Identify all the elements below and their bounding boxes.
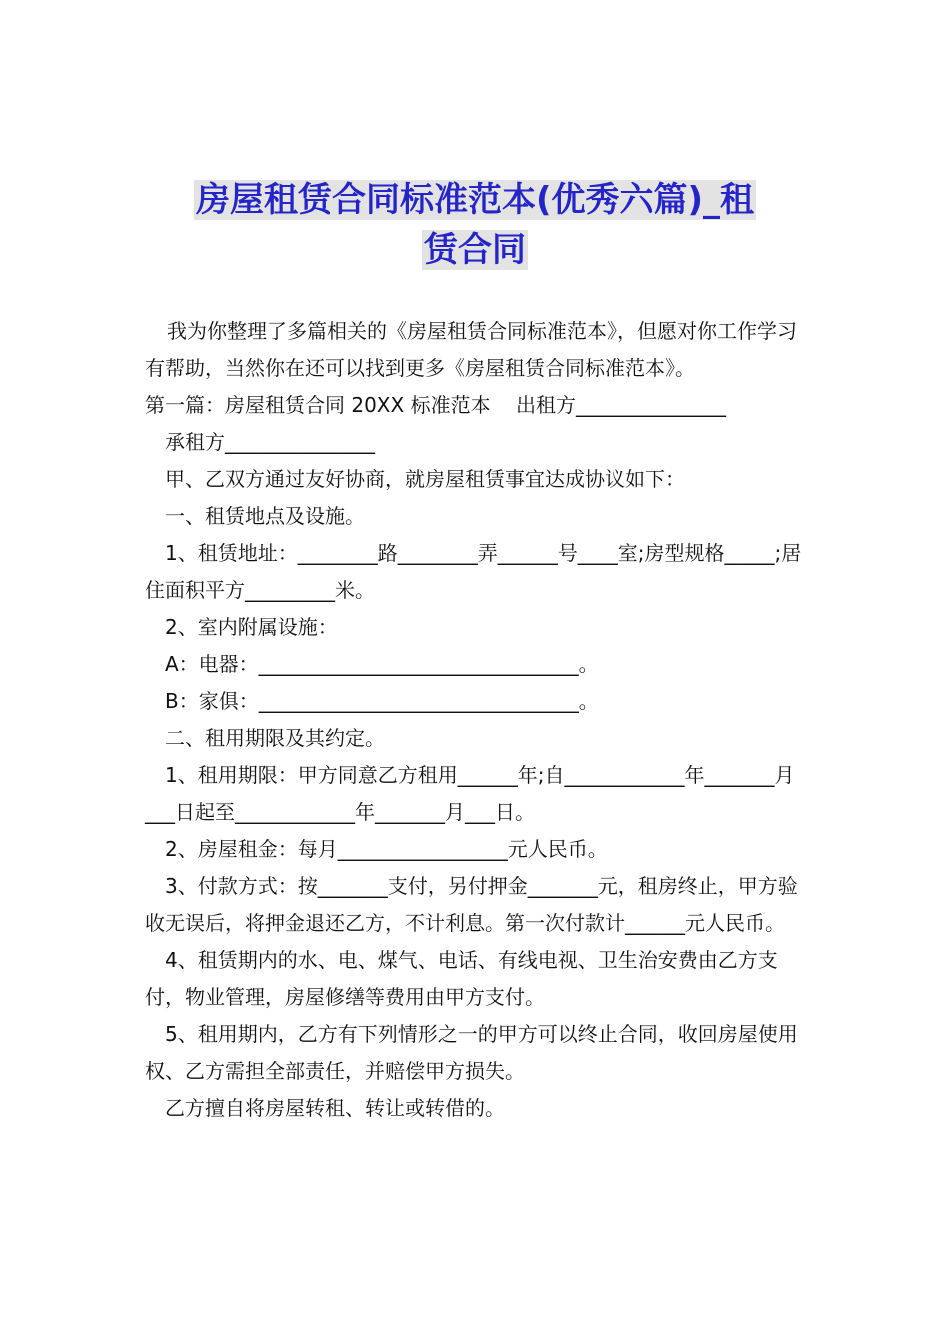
section-heading-first: 第一篇：房屋租赁合同 20XX 标准范本 出租方_______________ — [145, 393, 726, 417]
clause-heading-1: 一、租赁地点及设施。 — [165, 504, 365, 528]
clause-facilities: 2、室内附属设施： — [165, 615, 338, 639]
title-line-2: 赁合同 — [424, 230, 526, 270]
clause-term: 1、租用期限：甲方同意乙方租用______年;自____________年_______月___日起至____________年_______月___日。 — [145, 763, 795, 824]
clause-address: 1、租赁地址：________路________弄______号____室;房型规格_____;居住面积平方_________米。 — [145, 541, 802, 602]
document-body — [145, 313, 810, 1127]
clause-utilities: 4、租赁期内的水、电、煤气、电话、有线电视、卫生治安费由乙方支付，物业管理，房屋修缮等费用由甲方支付。 — [145, 948, 778, 1009]
clause-rent: 2、房屋租金：每月_________________元人民币。 — [165, 837, 608, 861]
clause-payment: 3、付款方式：按_______支付，另付押金_______元，租房终止，甲方验收无误后，将押金退还乙方，不计利息。第一次付款计______元人民币。 — [145, 874, 798, 935]
document-title — [145, 175, 805, 275]
title-line-1: 房屋租赁合同标准范本(优秀六篇)_租 — [195, 180, 755, 220]
clause-appliances: A：电器：________________________________。 — [165, 652, 599, 676]
intro-paragraph: 我为你整理了多篇相关的《房屋租赁合同标准范本》，但愿对你工作学习有帮助，当然你在还可以找到更多《房屋租赁合同标准范本》。 — [145, 319, 797, 380]
agreement-paragraph: 甲、乙双方通过友好协商，就房屋租赁事宜达成协议如下： — [165, 467, 685, 491]
clause-furniture: B：家俱：________________________________。 — [165, 689, 599, 713]
lessee-line: 承租方_______________ — [165, 430, 375, 454]
clause-sublet: 乙方擅自将房屋转租、转让或转借的。 — [165, 1096, 505, 1120]
clause-termination: 5、租用期内，乙方有下列情形之一的甲方可以终止合同，收回房屋使用权、乙方需担全部责任，并赔偿甲方损失。 — [145, 1022, 798, 1083]
clause-heading-2: 二、租用期限及其约定。 — [165, 726, 385, 750]
